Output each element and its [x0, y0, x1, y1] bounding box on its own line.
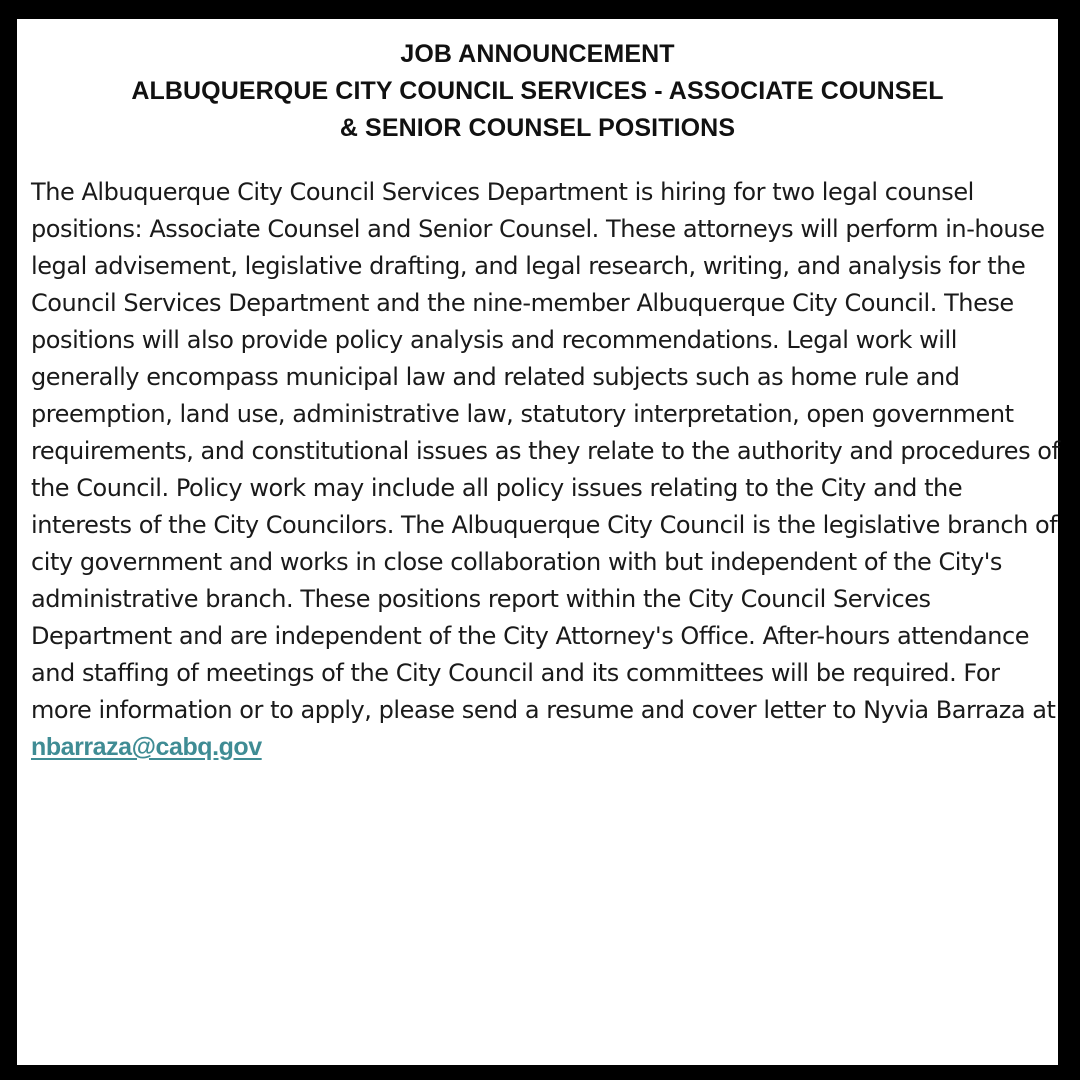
heading-line-3: & SENIOR COUNSEL POSITIONS — [339, 114, 736, 142]
heading-line-2: ALBUQUERQUE CITY COUNCIL SERVICES - ASSOCIATE COUNSEL — [131, 77, 944, 105]
body-paragraph: The Albuquerque City Council Services Department is hiring for two legal counsel positions: Associate Counsel and Senior Counsel. These attorneys will perform in-house legal advisement, legislative drafting, and legal research, writing, and analysis for the Council Services Department and the nine-member Albuquerque City Council. These positions will also provide policy analysis and recommendations. Legal work will generally encompass municipal law and related subjects such as home rule and preemption, land use, administrative law, statutory interpretation, open government requirements, and constitutional issues as they relate to the authority and procedures of the Council. Policy work may include all policy issues relating to the City and the interests of the City Councilors. The Albuquerque City Council is the legislative branch of city government and works in close collaboration with but independent of the City's administrative branch. These positions report within the City Council Services Department and are independent of the City Attorney's Office. After-hours attendance and staffing of meetings of the City Council and its committees will be required. For more information or to apply, please send a resume and cover letter to Nyvia Barraza at — [31, 178, 1060, 724]
announcement-heading — [17, 19, 1058, 147]
heading-line-1: JOB ANNOUNCEMENT — [400, 40, 675, 68]
email-link[interactable]: nbarraza@cabq.gov — [31, 733, 262, 761]
announcement-panel — [17, 19, 1058, 1065]
announcement-body — [31, 174, 1061, 766]
